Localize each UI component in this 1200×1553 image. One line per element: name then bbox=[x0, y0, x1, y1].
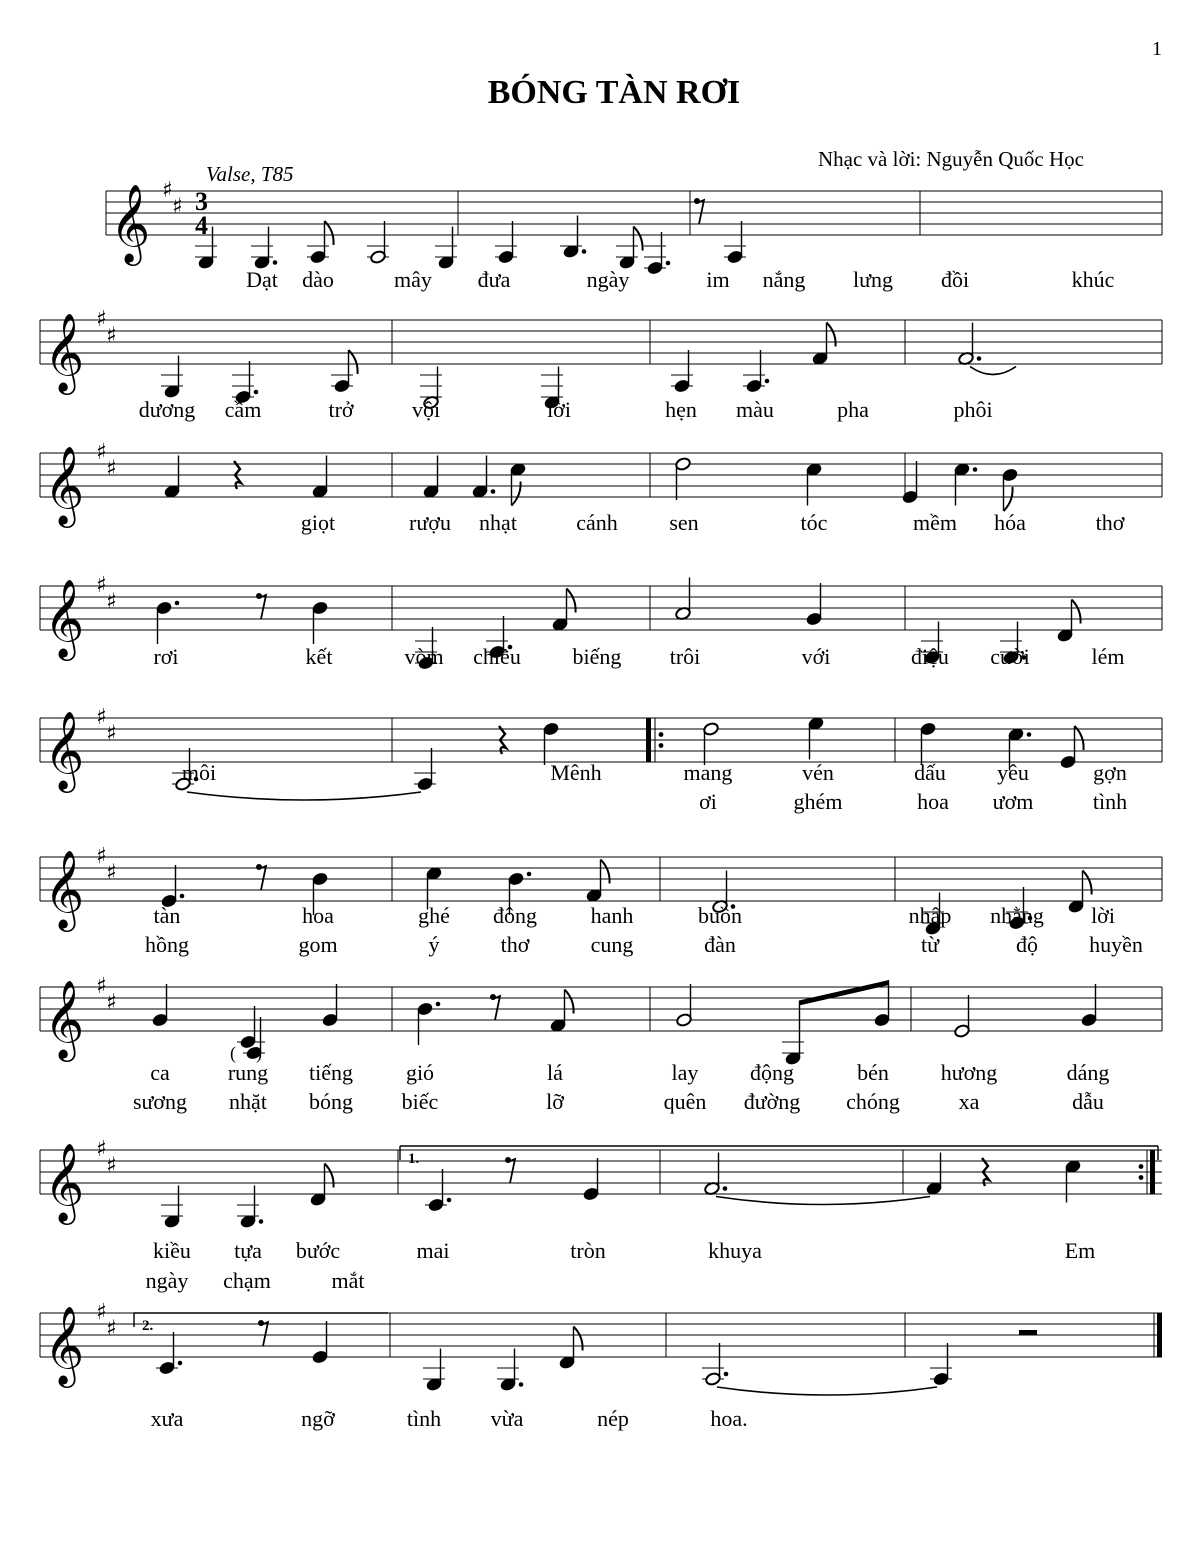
lyric-syllable: sương bbox=[132, 1089, 188, 1114]
treble-clef-icon: 𝄞 bbox=[44, 711, 85, 790]
half-rest bbox=[1019, 1330, 1037, 1335]
repeat-dot bbox=[659, 743, 664, 748]
lyric-syllable: hồng bbox=[145, 932, 189, 957]
lyric-syllable: lỡ bbox=[546, 1089, 564, 1114]
lyric-syllable: tựa bbox=[234, 1238, 262, 1263]
note-flag bbox=[601, 860, 610, 884]
lyric-syllable: cầm bbox=[224, 397, 262, 422]
augmentation-dot bbox=[977, 356, 982, 361]
eighth-rest bbox=[694, 198, 700, 204]
augmentation-dot bbox=[259, 1219, 264, 1224]
sharp-icon: ♯ bbox=[96, 1137, 107, 1162]
lyric-syllable: nhạt bbox=[479, 510, 517, 535]
lyric-syllable: xưa bbox=[150, 1406, 184, 1431]
lyric-syllable: hoa bbox=[302, 903, 334, 928]
augmentation-dot bbox=[1027, 732, 1032, 737]
lyric-syllable: lém bbox=[1091, 644, 1125, 669]
time-signature-beats: 3 bbox=[195, 187, 208, 216]
note-flag bbox=[325, 221, 334, 245]
sharp-icon: ♯ bbox=[96, 844, 107, 869]
sharp-icon: ♯ bbox=[106, 1316, 117, 1342]
augmentation-dot bbox=[765, 379, 770, 384]
lyric-syllable: tiếng bbox=[309, 1060, 353, 1085]
augmentation-dot bbox=[273, 260, 278, 265]
tie bbox=[717, 1387, 937, 1395]
lyric-syllable: ý bbox=[428, 932, 440, 957]
lyric-syllable: lá bbox=[547, 1060, 563, 1085]
lyric-syllable: lưng bbox=[852, 267, 894, 292]
lyric-syllable: hẹn bbox=[665, 397, 697, 422]
lyric-syllable: sen bbox=[669, 510, 699, 535]
treble-clef-icon: 𝄞 bbox=[44, 579, 85, 658]
treble-clef-icon: 𝄞 bbox=[110, 184, 151, 263]
sharp-icon: ♯ bbox=[106, 990, 117, 1016]
lyric-syllable: đông bbox=[493, 903, 537, 928]
lyric-syllable: nép bbox=[597, 1406, 629, 1431]
lyric-syllable: môi bbox=[181, 760, 217, 785]
note-flag bbox=[512, 482, 521, 506]
tie bbox=[716, 1197, 930, 1205]
repeat-dot bbox=[659, 732, 664, 737]
lyric-syllable: ngỡ bbox=[301, 1406, 335, 1431]
augmentation-dot bbox=[175, 601, 180, 606]
lyric-syllable: khúc bbox=[1071, 267, 1115, 292]
lyric-syllable: mai bbox=[416, 1238, 450, 1263]
lyric-syllable: trôi bbox=[669, 644, 701, 669]
sharp-icon: ♯ bbox=[162, 178, 173, 203]
lyric-syllable: chóng bbox=[846, 1089, 900, 1114]
lyric-syllable: kết bbox=[305, 644, 333, 669]
song-title: BÓNG TÀN RƠI bbox=[487, 74, 741, 111]
lyric-syllable: buồn bbox=[698, 903, 742, 928]
lyric-syllable: giọt bbox=[300, 510, 336, 535]
eighth-rest bbox=[505, 1157, 511, 1163]
note-flag bbox=[567, 589, 576, 613]
lyric-syllable: kiều bbox=[153, 1238, 191, 1263]
lyric-syllable: bén bbox=[857, 1060, 889, 1085]
note-flag bbox=[574, 1327, 583, 1351]
lyric-syllable: lay bbox=[671, 1060, 699, 1085]
lyric-syllable: mắt bbox=[331, 1268, 365, 1293]
lyric-syllable: cung bbox=[590, 932, 634, 957]
lyric-syllable: ươm bbox=[992, 789, 1034, 814]
sharp-icon: ♯ bbox=[96, 307, 107, 332]
sharp-icon: ♯ bbox=[96, 705, 107, 730]
lyric-syllable: hương bbox=[940, 1060, 998, 1085]
lyric-syllable: vội bbox=[411, 397, 441, 422]
lyric-syllable: vừa bbox=[490, 1406, 524, 1431]
augmentation-dot bbox=[178, 1361, 183, 1366]
lyric-syllable: Em bbox=[1064, 1238, 1096, 1263]
lyric-syllable: dấu bbox=[914, 760, 946, 785]
lyric-syllable: với bbox=[801, 644, 831, 669]
lyric-syllable: rung bbox=[227, 1060, 269, 1085]
sharp-icon: ♯ bbox=[106, 860, 117, 886]
lyric-syllable: quên bbox=[663, 1089, 707, 1114]
eighth-rest bbox=[256, 864, 262, 870]
lyric-syllable: vòm bbox=[404, 644, 444, 669]
lyric-syllable: nắng bbox=[762, 267, 806, 292]
note-flag bbox=[634, 227, 643, 251]
lyric-syllable: gom bbox=[298, 932, 338, 957]
augmentation-dot bbox=[724, 1372, 729, 1377]
lyric-syllable: cánh bbox=[576, 510, 618, 535]
composer-credit: Nhạc và lời: Nguyễn Quốc Học bbox=[818, 147, 1084, 171]
augmentation-dot bbox=[582, 249, 587, 254]
lyric-syllable: pha bbox=[837, 397, 869, 422]
note-flag bbox=[1083, 871, 1092, 895]
lyric-syllable: bước bbox=[295, 1238, 341, 1263]
sharp-icon: ♯ bbox=[96, 974, 107, 999]
treble-clef-icon: 𝄞 bbox=[44, 850, 85, 929]
lyric-syllable: lời bbox=[1091, 903, 1115, 928]
lyric-syllable: nhặt bbox=[229, 1089, 267, 1114]
augmentation-dot bbox=[666, 261, 671, 266]
lyric-syllable: Mênh bbox=[550, 760, 602, 785]
augmentation-dot bbox=[519, 1382, 524, 1387]
lyric-syllable: cười bbox=[990, 644, 1030, 669]
lyric-syllable: thơ bbox=[500, 932, 530, 957]
lyric-syllable: nhập bbox=[908, 903, 952, 928]
repeat-dot bbox=[1139, 1175, 1144, 1180]
sharp-icon: ♯ bbox=[96, 573, 107, 598]
lyric-syllable: nhằng bbox=[990, 903, 1044, 928]
final-barline-thick bbox=[1157, 1313, 1162, 1357]
lyric-syllable: đưa bbox=[477, 267, 511, 292]
lyric-syllable: ca bbox=[150, 1060, 170, 1085]
eighth-rest bbox=[258, 1320, 264, 1326]
sharp-icon: ♯ bbox=[106, 721, 117, 747]
lyric-syllable: tóc bbox=[800, 510, 828, 535]
lyric-syllable: mềm bbox=[913, 510, 957, 535]
lyric-syllable: ghém bbox=[793, 789, 843, 814]
repeat-start-thick bbox=[646, 718, 651, 762]
lyric-syllable: yêu bbox=[997, 760, 1029, 785]
time-signature-beat-type: 4 bbox=[195, 211, 208, 240]
lyric-syllable: huyền bbox=[1089, 932, 1143, 957]
lyric-syllable: rơi bbox=[153, 644, 179, 669]
lyric-syllable: im bbox=[706, 267, 730, 292]
lyric-syllable: đường bbox=[743, 1089, 801, 1114]
sharp-icon: ♯ bbox=[106, 456, 117, 482]
lyric-syllable: gió bbox=[405, 1060, 435, 1085]
lyric-syllable: hoa bbox=[917, 789, 949, 814]
sharp-icon: ♯ bbox=[106, 1153, 117, 1179]
lyric-syllable: tình bbox=[1092, 789, 1128, 814]
lyric-syllable: dẫu bbox=[1072, 1089, 1104, 1114]
note-flag bbox=[1004, 487, 1013, 511]
parenthesis: ) bbox=[256, 1043, 262, 1063]
lyric-syllable: dáng bbox=[1066, 1060, 1110, 1085]
tie bbox=[187, 792, 421, 800]
augmentation-dot bbox=[527, 872, 532, 877]
treble-clef-icon: 𝄞 bbox=[44, 446, 85, 525]
lyric-syllable: biếc bbox=[401, 1089, 439, 1114]
note-flag bbox=[565, 990, 574, 1014]
lyric-syllable: Dạt bbox=[246, 267, 278, 292]
page-number: 1 bbox=[1152, 38, 1162, 60]
lyric-syllable: từ bbox=[920, 932, 940, 957]
note-flag bbox=[1075, 726, 1084, 750]
augmentation-dot bbox=[973, 467, 978, 472]
lyric-syllable: ngày bbox=[145, 1268, 189, 1293]
augmentation-dot bbox=[723, 1186, 728, 1191]
lyric-syllable: mây bbox=[394, 267, 432, 292]
tie bbox=[970, 367, 1016, 375]
augmentation-dot bbox=[436, 1002, 441, 1007]
lyric-syllable: hoa. bbox=[710, 1406, 748, 1431]
lyric-syllable: tình bbox=[406, 1406, 442, 1431]
lyric-syllable: xa bbox=[958, 1089, 980, 1114]
lyric-syllable: hanh bbox=[590, 903, 634, 928]
treble-clef-icon: 𝄞 bbox=[44, 1143, 85, 1222]
volta-number: 2. bbox=[142, 1318, 154, 1334]
lyric-syllable: khuya bbox=[708, 1238, 762, 1263]
lyric-syllable: màu bbox=[736, 397, 774, 422]
augmentation-dot bbox=[491, 489, 496, 494]
augmentation-dot bbox=[447, 1198, 452, 1203]
lyric-syllable: vén bbox=[802, 760, 834, 785]
note-flag bbox=[325, 1164, 334, 1188]
lyric-syllable: đồi bbox=[940, 267, 970, 292]
treble-clef-icon: 𝄞 bbox=[44, 1306, 85, 1385]
sharp-icon: ♯ bbox=[172, 194, 183, 220]
lyric-syllable: biếng bbox=[572, 644, 622, 669]
lyric-syllable: ghé bbox=[418, 903, 450, 928]
volta-number: 1. bbox=[408, 1151, 420, 1167]
repeat-dot bbox=[1139, 1164, 1144, 1169]
augmentation-dot bbox=[180, 894, 185, 899]
lyric-syllable: dương bbox=[138, 397, 196, 422]
note-flag bbox=[1072, 600, 1081, 624]
sharp-icon: ♯ bbox=[106, 589, 117, 615]
lyric-syllable: trở bbox=[328, 397, 354, 422]
lyric-syllable: động bbox=[750, 1060, 794, 1085]
lyric-syllable: phôi bbox=[953, 397, 993, 422]
note-beam bbox=[799, 980, 889, 1006]
treble-clef-icon: 𝄞 bbox=[44, 980, 85, 1059]
treble-clef-icon: 𝄞 bbox=[44, 313, 85, 392]
eighth-rest bbox=[490, 994, 496, 1000]
lyric-syllable: dào bbox=[302, 267, 334, 292]
lyric-syllable: độ bbox=[1016, 932, 1038, 957]
tempo-marking: Valse, T85 bbox=[206, 162, 294, 186]
lyric-syllable: thơ bbox=[1095, 510, 1125, 535]
lyric-syllable: đàn bbox=[704, 932, 736, 957]
lyric-syllable: điệu bbox=[911, 644, 949, 669]
augmentation-dot bbox=[254, 390, 259, 395]
sharp-icon: ♯ bbox=[96, 440, 107, 465]
lyric-syllable: lời bbox=[547, 397, 571, 422]
eighth-rest bbox=[256, 593, 262, 599]
lyric-syllable: tàn bbox=[153, 903, 181, 928]
sharp-icon: ♯ bbox=[96, 1300, 107, 1325]
repeat-barline-thick bbox=[1150, 1150, 1155, 1194]
lyric-syllable: chạm bbox=[223, 1268, 271, 1293]
lyric-syllable: mang bbox=[683, 760, 733, 785]
lyric-syllable: rượu bbox=[409, 510, 451, 535]
sharp-icon: ♯ bbox=[106, 323, 117, 349]
lyric-syllable: chiều bbox=[473, 644, 521, 669]
lyric-syllable: gợn bbox=[1093, 760, 1127, 785]
lyric-syllable: tròn bbox=[570, 1238, 606, 1263]
note-flag bbox=[827, 323, 836, 347]
lyric-syllable: ngày bbox=[586, 267, 630, 292]
note-flag bbox=[349, 350, 358, 374]
lyric-syllable: hóa bbox=[994, 510, 1026, 535]
parenthesis: ( bbox=[230, 1043, 236, 1063]
lyric-syllable: bóng bbox=[309, 1089, 353, 1114]
lyric-syllable: ơi bbox=[699, 789, 717, 814]
